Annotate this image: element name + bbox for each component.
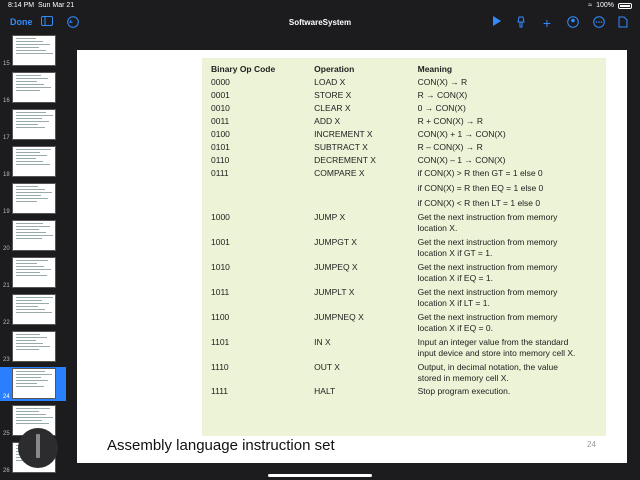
meaning-line: location X if GT = 1. bbox=[417, 248, 493, 258]
home-indicator[interactable] bbox=[268, 474, 372, 477]
meaning-line: Stop program execution. bbox=[417, 386, 511, 396]
slide-thumbnail-preview bbox=[12, 72, 56, 103]
meaning-line: Get the next instruction from memory bbox=[417, 237, 558, 247]
slide-number: 25 bbox=[3, 431, 10, 437]
slide-thumbnail[interactable] bbox=[0, 330, 66, 364]
meaning-line: location X if EQ = 1. bbox=[417, 273, 493, 283]
meaning-line: Get the next instruction from memory bbox=[417, 212, 558, 222]
operation-cell: INCREMENT X bbox=[314, 129, 373, 139]
slide-number: 26 bbox=[3, 468, 10, 474]
meaning-line: Get the next instruction from memory bbox=[417, 262, 558, 272]
meaning-cell bbox=[418, 284, 606, 309]
slide-number: 24 bbox=[3, 394, 10, 400]
meaning-cell bbox=[418, 234, 606, 259]
status-right bbox=[588, 2, 632, 9]
op-code-cell: 1010 bbox=[211, 262, 230, 272]
slide-number: 23 bbox=[3, 357, 10, 363]
slide-thumbnail-preview bbox=[12, 146, 56, 177]
done-button[interactable]: Done bbox=[10, 17, 33, 27]
op-code-cell: 0000 bbox=[211, 77, 230, 87]
sidebar-toggle-icon[interactable] bbox=[40, 16, 54, 30]
slide-thumbnail[interactable] bbox=[0, 219, 66, 253]
document-icon[interactable] bbox=[616, 16, 630, 30]
table-row bbox=[211, 166, 606, 209]
operation-cell: SUBTRACT X bbox=[314, 142, 368, 152]
operation-cell: IN X bbox=[314, 337, 331, 347]
meaning-cell bbox=[418, 101, 606, 114]
table-row bbox=[211, 75, 606, 88]
slide-caption: Assembly language instruction set bbox=[107, 437, 335, 454]
operation-cell: LOAD X bbox=[314, 77, 346, 87]
instruction-table bbox=[211, 61, 606, 397]
meaning-cell bbox=[418, 384, 606, 397]
slide-thumbnail-preview bbox=[12, 368, 56, 399]
wifi-icon: ≈ bbox=[588, 2, 593, 9]
header-operation: Operation bbox=[314, 64, 355, 74]
slide-thumbnail-preview bbox=[12, 35, 56, 66]
slide-thumbnail-preview bbox=[12, 109, 56, 140]
meaning-line: input device and store into memory cell X. bbox=[417, 348, 576, 358]
meaning-cell bbox=[418, 88, 606, 101]
header-op-code: Binary Op Code bbox=[211, 64, 276, 74]
op-code-cell: 1110 bbox=[211, 362, 229, 372]
op-code-cell: 1011 bbox=[211, 287, 230, 297]
operation-cell: COMPARE X bbox=[314, 168, 365, 178]
slide-number: 19 bbox=[3, 209, 10, 215]
op-code-cell: 0011 bbox=[211, 116, 230, 126]
meaning-line: if CON(X) = R then EQ = 1 else 0 bbox=[417, 183, 544, 193]
slide-thumbnail-preview bbox=[12, 331, 56, 362]
op-code-cell: 0110 bbox=[211, 155, 230, 165]
op-code-cell: 0101 bbox=[211, 142, 230, 152]
meaning-line: Get the next instruction from memory bbox=[417, 312, 558, 322]
operation-cell: ADD X bbox=[314, 116, 341, 126]
slide-thumbnail-preview bbox=[12, 183, 56, 214]
pencil-icon bbox=[36, 434, 40, 458]
slide-thumbnail[interactable] bbox=[0, 367, 66, 401]
slide-number: 21 bbox=[3, 283, 10, 289]
table-row bbox=[211, 127, 606, 140]
op-code-cell: 1111 bbox=[211, 386, 229, 396]
meaning-line: CON(X) + 1 → CON(X) bbox=[417, 129, 506, 139]
meaning-line: 0 → CON(X) bbox=[417, 103, 466, 113]
collaborate-icon[interactable] bbox=[566, 16, 580, 30]
meaning-line: Get the next instruction from memory bbox=[417, 287, 558, 297]
op-code-cell: 1100 bbox=[211, 312, 230, 322]
meaning-line: R → CON(X) bbox=[417, 90, 468, 100]
slide-thumbnail[interactable] bbox=[0, 145, 66, 179]
slide-navigator[interactable] bbox=[0, 34, 66, 480]
meaning-cell bbox=[418, 166, 606, 209]
meaning-line: R – CON(X) → R bbox=[417, 142, 483, 152]
operation-cell: CLEAR X bbox=[314, 103, 351, 113]
document-title: SoftwareSystem bbox=[288, 18, 352, 27]
table-row bbox=[211, 334, 606, 359]
meaning-line: location X if LT = 1. bbox=[417, 298, 490, 308]
op-code-cell: 0100 bbox=[211, 129, 230, 139]
slide-number: 15 bbox=[3, 61, 10, 67]
slide-canvas[interactable] bbox=[77, 50, 627, 463]
meaning-line: location X if EQ = 0. bbox=[417, 323, 493, 333]
table-row bbox=[211, 114, 606, 127]
meaning-cell bbox=[418, 75, 606, 88]
table-header-row bbox=[211, 61, 606, 75]
meaning-line: if CON(X) > R then GT = 1 else 0 bbox=[417, 168, 543, 178]
toolbar bbox=[0, 12, 640, 34]
more-icon[interactable] bbox=[592, 16, 606, 30]
table-row bbox=[211, 101, 606, 114]
operation-cell: OUT X bbox=[314, 362, 340, 372]
table-row bbox=[211, 309, 606, 334]
table-row bbox=[211, 88, 606, 101]
op-code-cell: 1101 bbox=[211, 337, 230, 347]
op-code-cell: 1000 bbox=[211, 212, 230, 222]
table-row bbox=[211, 259, 606, 284]
table-row bbox=[211, 284, 606, 309]
meaning-line: CON(X) → R bbox=[417, 77, 468, 87]
operation-cell: JUMPNEQ X bbox=[314, 312, 364, 322]
battery-percent: 100% bbox=[596, 2, 614, 9]
meaning-cell bbox=[418, 140, 606, 153]
meaning-cell bbox=[418, 359, 606, 384]
slide-number: 17 bbox=[3, 135, 10, 141]
table-row bbox=[211, 359, 606, 384]
format-brush-icon[interactable] bbox=[514, 16, 528, 30]
slide-page-number: 24 bbox=[587, 440, 596, 449]
slide-thumbnail[interactable] bbox=[0, 256, 66, 290]
meaning-line: Input an integer value from the standard bbox=[417, 337, 569, 347]
undo-icon[interactable] bbox=[66, 16, 80, 30]
slide-number: 18 bbox=[3, 172, 10, 178]
table-row bbox=[211, 140, 606, 153]
instruction-table-box bbox=[202, 58, 606, 436]
meaning-line: stored in memory cell X. bbox=[417, 373, 509, 383]
meaning-cell bbox=[418, 153, 606, 166]
apple-pencil-tool[interactable] bbox=[18, 428, 58, 468]
status-time: 8:14 PM Sun Mar 21 bbox=[8, 2, 75, 9]
operation-cell: HALT bbox=[314, 386, 336, 396]
operation-cell: JUMPLT X bbox=[314, 287, 355, 297]
meaning-line: Output, in decimal notation, the value bbox=[417, 362, 558, 372]
slide-thumbnail[interactable] bbox=[0, 293, 66, 327]
slide-thumbnail[interactable] bbox=[0, 108, 66, 142]
operation-cell: DECREMENT X bbox=[314, 155, 376, 165]
meaning-line: R + CON(X) → R bbox=[417, 116, 484, 126]
meaning-cell bbox=[418, 334, 606, 359]
meaning-line: CON(X) – 1 → CON(X) bbox=[417, 155, 506, 165]
status-bar bbox=[0, 0, 640, 12]
slide-number: 20 bbox=[3, 246, 10, 252]
meaning-line: if CON(X) < R then LT = 1 else 0 bbox=[417, 198, 541, 208]
meaning-cell bbox=[418, 209, 606, 234]
meaning-cell bbox=[418, 114, 606, 127]
op-code-cell: 0001 bbox=[211, 90, 230, 100]
operation-cell: STORE X bbox=[314, 90, 352, 100]
op-code-cell: 0010 bbox=[211, 103, 230, 113]
table-row bbox=[211, 234, 606, 259]
slide-thumbnail[interactable] bbox=[0, 71, 66, 105]
slide-thumbnail[interactable] bbox=[0, 182, 66, 216]
slide-number: 16 bbox=[3, 98, 10, 104]
slide-thumbnail[interactable] bbox=[0, 34, 66, 68]
table-row bbox=[211, 384, 606, 397]
header-meaning: Meaning bbox=[417, 64, 453, 74]
add-icon[interactable]: + bbox=[542, 15, 552, 31]
slide-thumbnail-preview bbox=[12, 294, 56, 325]
status-date: Sun Mar 21 bbox=[37, 2, 75, 9]
meaning-cell bbox=[418, 259, 606, 284]
op-code-cell: 1001 bbox=[211, 237, 230, 247]
table-row bbox=[211, 153, 606, 166]
play-icon[interactable] bbox=[490, 16, 504, 30]
operation-cell: JUMPEQ X bbox=[314, 262, 358, 272]
meaning-line: location X. bbox=[417, 223, 458, 233]
meaning-cell bbox=[418, 127, 606, 140]
meaning-cell bbox=[418, 309, 606, 334]
slide-thumbnail-preview bbox=[12, 220, 56, 251]
operation-cell: JUMPGT X bbox=[314, 237, 357, 247]
slide-thumbnail-preview bbox=[12, 257, 56, 288]
operation-cell: JUMP X bbox=[314, 212, 346, 222]
slide-number: 22 bbox=[3, 320, 10, 326]
table-row bbox=[211, 209, 606, 234]
op-code-cell: 0111 bbox=[211, 168, 229, 178]
battery-icon bbox=[618, 3, 632, 9]
